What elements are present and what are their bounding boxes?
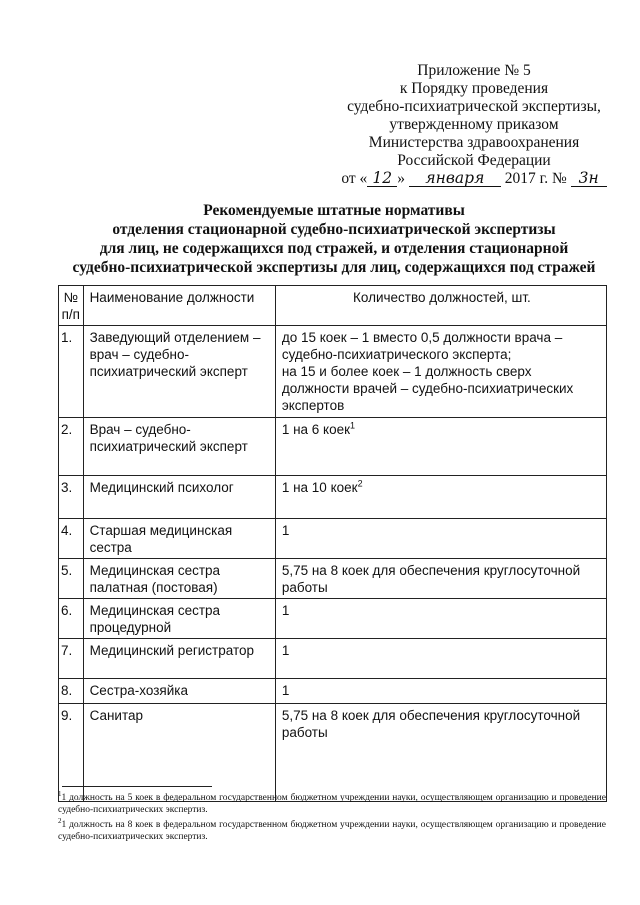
position-name: Сестра-хозяйка [83, 679, 275, 704]
table-header-row [59, 286, 607, 326]
title-line: Рекомендуемые штатные нормативы [203, 202, 465, 219]
table-row [59, 559, 607, 599]
row-number: 3. [59, 476, 84, 519]
appendix-line: Министерства здравоохранения [368, 134, 580, 151]
position-name: Врач – судебно-психиатрический эксперт [83, 418, 275, 476]
date-year: 2017 г. № [504, 170, 567, 187]
position-quantity [275, 476, 606, 519]
table-row [59, 476, 607, 519]
position-quantity [275, 326, 606, 418]
document-title [48, 201, 620, 277]
footnote [58, 816, 606, 843]
header-number-line1: № [63, 290, 79, 305]
staffing-table [58, 285, 607, 802]
header-number [59, 286, 84, 326]
quantity-text: 5,75 на 8 коек для обеспечения круглосуточной работы [281, 563, 581, 595]
position-quantity [275, 599, 606, 639]
footnote-text: 1 должность на 5 коек в федеральном государственном бюджетном учреждении науки, осуществляющем организацию и проведение судебно-психиатрических экспертиз. [58, 793, 606, 815]
quantity-text: 1 [281, 523, 290, 538]
position-name: Медицинский психолог [83, 476, 275, 519]
position-quantity [275, 639, 606, 679]
footnote-mark: 2 [58, 816, 62, 825]
position-quantity [275, 679, 606, 704]
quantity-text: 1 [281, 643, 290, 658]
position-quantity [275, 704, 606, 802]
footnote-separator [62, 786, 212, 787]
footnote-mark: 1 [58, 789, 62, 798]
title-line: для лиц, не содержащихся под стражей, и отделения стационарной [99, 240, 569, 257]
table-row [59, 418, 607, 476]
appendix-header [320, 62, 628, 188]
row-number: 9. [59, 704, 84, 802]
position-name: Заведующий отделением – врач – судебно-психиатрический эксперт [83, 326, 275, 418]
position-quantity [275, 559, 606, 599]
appendix-line: Приложение № 5 [417, 62, 531, 79]
row-number: 4. [59, 519, 84, 559]
order-date-line [320, 170, 628, 188]
position-name: Медицинский регистратор [83, 639, 275, 679]
position-quantity [275, 418, 606, 476]
footnote [58, 789, 606, 816]
table-row [59, 639, 607, 679]
quantity-text: 5,75 на 8 коек для обеспечения круглосуточной работы [281, 708, 581, 740]
appendix-line: судебно-психиатрической экспертизы, [347, 98, 601, 115]
footnote-text: 1 должность на 8 коек в федеральном государственном бюджетном учреждении науки, осуществляющем организацию и проведение судебно-психиатрических экспертиз. [58, 820, 606, 842]
row-number: 2. [59, 418, 84, 476]
row-number: 1. [59, 326, 84, 418]
handwritten-month: января [409, 171, 501, 187]
date-prefix: от « [341, 170, 368, 187]
title-line: судебно-психиатрической экспертизы для лиц, содержащихся под стражей [72, 259, 596, 276]
position-name: Санитар [83, 704, 275, 802]
quantity-text-continued: на 15 и более коек – 1 должность сверх должности врачей – судебно-психиатрических экспертов [281, 364, 574, 413]
position-name: Медицинская сестра процедурной [83, 599, 275, 639]
footnotes [58, 789, 606, 846]
appendix-line: к Порядку проведения [399, 80, 549, 97]
quantity-text: до 15 коек – 1 вместо 0,5 должности врача – судебно-психиатрического эксперта; [281, 330, 563, 362]
position-name: Медицинская сестра палатная (постовая) [83, 559, 275, 599]
table-row [59, 599, 607, 639]
header-position: Наименование должности [83, 286, 275, 326]
footnote-reference: 2 [357, 478, 363, 489]
appendix-line: Российской Федерации [397, 152, 551, 169]
row-number: 8. [59, 679, 84, 704]
quantity-text: 1 [281, 603, 290, 618]
header-number-line2: п/п [61, 307, 80, 322]
table-row [59, 679, 607, 704]
table-row [59, 519, 607, 559]
table-row [59, 326, 607, 418]
quantity-text: 1 [281, 683, 290, 698]
footnote-reference: 1 [350, 420, 356, 431]
quantity-text: 1 на 10 коек [281, 480, 358, 495]
header-quantity: Количество должностей, шт. [275, 286, 606, 326]
row-number: 7. [59, 639, 84, 679]
position-name: Старшая медицинская сестра [83, 519, 275, 559]
row-number: 5. [59, 559, 84, 599]
appendix-line: утвержденному приказом [389, 116, 559, 133]
row-number: 6. [59, 599, 84, 639]
date-mid: » [397, 170, 406, 187]
position-quantity [275, 519, 606, 559]
quantity-text: 1 на 6 коек [281, 422, 351, 437]
handwritten-order-number: 3н [571, 171, 607, 187]
title-line: отделения стационарной судебно-психиатрической экспертизы [112, 221, 556, 238]
handwritten-day: 12 [367, 171, 397, 187]
